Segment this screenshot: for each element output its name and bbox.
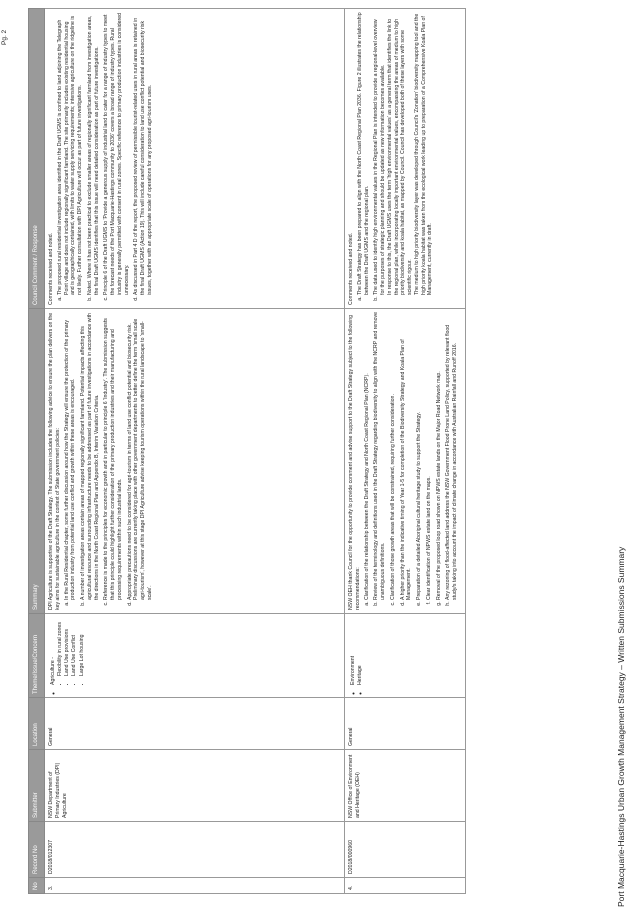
theme-sublist — [57, 617, 86, 685]
column-header-response: Council Comment / Response — [29, 9, 45, 309]
list-item: b. The data used to identify high environmental values in the Regional Plan is intended to provide a regional-level overview for the purposes of strategic planning and should be updated as new information becomes available. In response to this, the Draft UGMS uses the term 'high environmental values' as a general term that identifies the link to the regional plan, while incorporating locally important environmental values, encompassing the areas of medium to high priority biodiversity and koala habitat, as mapped by Council. Council has developed both of these layers with some scientific rigour. The medium to high priority biodiversity layer was developed through Council's 'Zonation' biodiversity mapping tool and the high priority koala habitat was taken from the ecological work leading up to preparation of a Comprehensive Koala Plan of Management, currently in draft. — [373, 12, 434, 295]
theme-list — [350, 617, 364, 694]
list-item: ◦ Environment — [350, 617, 357, 685]
list-item: • Land Use Conflict — [71, 617, 78, 676]
cell-no: 4. — [345, 878, 466, 894]
list-item: g. Removal of the proposed loop road shown on NPWS estate lands on the Major Road Network map. — [436, 312, 443, 600]
list-item: ◦ Agriculture - • Flexibility in rural zones • Land Use provisions • Land Use Conflict • Large Lot housing — [50, 617, 85, 685]
summary-list — [364, 312, 459, 610]
column-header-summary: Summary — [29, 309, 45, 614]
cell-record-no: D2018/012307 — [45, 822, 345, 878]
summary-list — [64, 312, 154, 610]
summary-lead: DPI Agriculture is supportive of the Draft Strategy. The submission includes the following advice to ensure the plan delivers on the key aims for sustainable agriculture in the context of State government policies: — [48, 312, 61, 610]
list-item: d. As discussed in Part 4 D of the report, the proposed review of permissible tourist-related uses in rural areas is retained in the final Draft UGMS (Action 19). This will include careful consideration to land use conflict potential and biosecurity risk issues, together with an appropriate scale of operations for any proposed agri-tourism uses. — [133, 12, 153, 295]
column-header-record-no: Record No — [29, 822, 45, 878]
list-item: • Flexibility in rural zones — [57, 617, 64, 676]
list-item: a. In the Rural Residential chapter, some further discussion around how the Strategy will ensure the protection of the primary production industry from potential land use conflict and growth within these areas is encouraged. — [64, 312, 78, 600]
cell-record-no: D2018/000960 — [345, 822, 466, 878]
response-list — [57, 12, 154, 305]
list-item: • Large Lot housing — [79, 617, 86, 676]
list-item: b. Review of the terminology and definitions used in the Draft Strategy regarding biodiversity to align with the NCRP and remove unambiguous definitions. — [373, 312, 387, 600]
cell-no: 3. — [45, 878, 345, 894]
list-item: c. Principle 6 of the Draft UGMS to 'Provide a generous supply of industrial land to cater for a range of industry types to meet the forecast needs of the Port Macquarie-Hastings community to 2036' covers a broad range of industry types. Rural industry is generally permitted with consent in rural zones. Specific reference to primary production industries is considered unnecessary. — [103, 12, 130, 295]
cell-submitter: NSW Office of Environment and Heritage (OEH) — [345, 750, 466, 822]
submissions-table — [28, 8, 466, 894]
cell-location: General — [345, 698, 466, 750]
column-header-theme: Theme/Issue/Concern — [29, 614, 45, 698]
list-item: d. A higher priority than the indicative timing of Year 1-5 for completion of the Biodiversity Strategy and Koala Plan of Management. — [400, 312, 414, 600]
cell-summary — [345, 309, 466, 614]
column-header-no: No — [29, 878, 45, 894]
list-item: ◦ Heritage — [357, 617, 364, 685]
list-item: c. Reference is made to the principles for economic growth and in particular to principle 6 'Industry'. The submission suggests that this principle could highlight further consideration of the primary production industries and their manufacturing and processing requirements within such industrial lands. — [103, 312, 123, 600]
cell-theme — [45, 614, 345, 698]
cell-location: General — [45, 698, 345, 750]
list-item: a. The Draft Strategy has been prepared to align with the North Coast Regional Plan 2036. Figure 2 illustrates the relationship between the Draft UGMS and the regional plan. — [357, 12, 371, 295]
list-item: f. Clear identification of NPWS estate land on the maps. — [426, 312, 433, 600]
response-lead: Comments received and noted. — [348, 232, 354, 305]
theme-list — [50, 617, 85, 694]
list-item: h. Any rezoning of flood-affected land address the NSW Government Flood Prone Land Policy, supported by relevant flood study/s taking into account the impact of climate change in accordance with Australian Rainfall and Runoff 2016. — [445, 312, 459, 600]
response-lead: Comments received and noted. — [48, 232, 54, 305]
cell-submitter: NSW Department of Primary Industries (DPI) Agriculture — [45, 750, 345, 822]
response-list — [357, 12, 434, 305]
list-item: a. Clarification of the relationship between the Draft Strategy and North Coast Regional Plan (NCRP). — [364, 312, 371, 600]
cell-response — [45, 9, 345, 309]
list-item: b. A number of investigation areas contain areas of mapped regionally significant farmland. Potential impacts affecting this agricultural resource and surrounding infrastructure needs to be addressed as part of future investigations in accordance with the directions in the North Coast Regional Plan and Appendix B, Interim Variation Criteria. — [80, 312, 100, 600]
page-number: Pg. 2 — [1, 29, 8, 45]
column-header-submitter: Submitter — [29, 750, 45, 822]
list-item: b. Noted. Where it has not been practical to exclude smaller areas of regionally significant farmland from investigation areas, the final Draft UGMS identifies that this issue will need detailed consideration as part of future investigations. — [87, 12, 101, 295]
page-title: Port Macquarie-Hastings Urban Growth Management Strategy – Written Submissions Summary — [616, 546, 626, 907]
table-header-row — [29, 9, 45, 894]
cell-response — [345, 9, 466, 309]
list-item: d. Appropriate precautions need to be considered for agri-tourism in terms of land use conflict potential and biosecurity risk. Preliminary discussions are currently taking place with other government departments to better define the term 'small scale agri-tourism', however at this stage DPI Agriculture advise keeping tourism operations within the rural landscape to 'small-scale'. — [127, 312, 154, 600]
list-item: e. Preparation of a detailed Aboriginal cultural heritage study to support the Strategy. — [416, 312, 423, 600]
table-row — [45, 9, 345, 894]
column-header-location: Location — [29, 698, 45, 750]
list-item: • Land Use provisions — [64, 617, 71, 676]
cell-summary — [45, 309, 345, 614]
list-item: c. Clarification of those growth areas that will be constrained, requiring further consideration. — [390, 312, 397, 600]
table-row — [345, 9, 466, 894]
cell-theme — [345, 614, 466, 698]
list-item: a. The proposed rural residential investigation area identified in the Draft UGMS is confined to land adjoining the Telegraph Point village and does not include regionally significant farmland. The site primarily includes existing residential housing and is geographically contained, with limits to water supply servicing requirements; intensive agriculture on the ridgeline is not likely. Further consultation with DPI Agriculture will occur as part of future investigations. — [57, 12, 84, 295]
summary-lead: NSW OEH thank Council for the opportunity to provide comment and advise support to the Draft Strategy subject to the following recommendations: — [348, 315, 361, 610]
